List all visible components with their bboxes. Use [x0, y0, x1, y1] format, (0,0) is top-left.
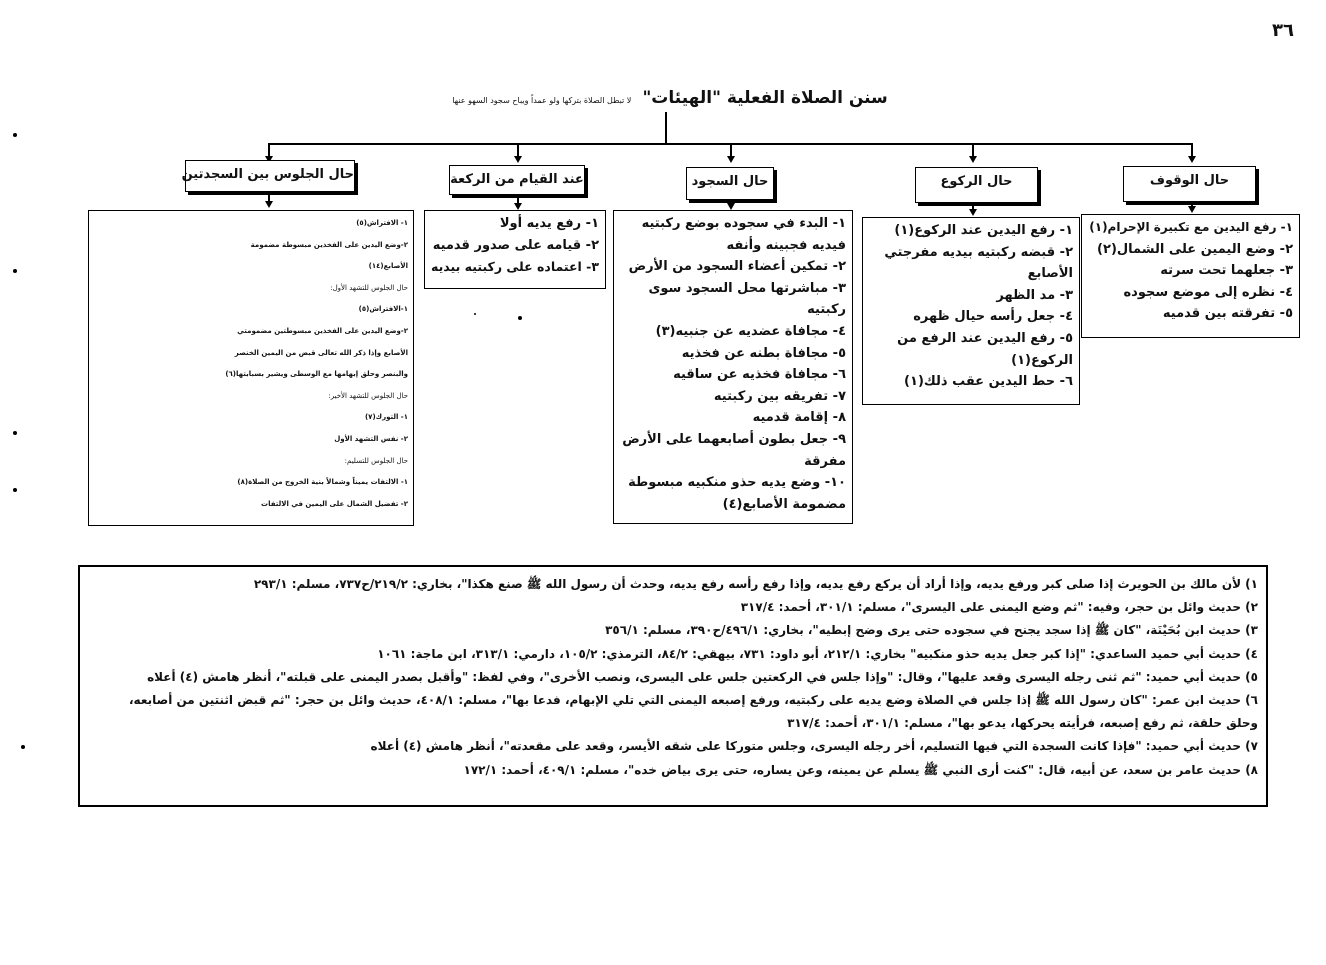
list-item: ٤- نظره إلى موضع سجوده [1123, 284, 1293, 300]
list-item: ١- رفع يديه أولا [499, 216, 599, 231]
list-item: ١- الالتفات يميناً وشمالاً بنية الخروج من الصلاة(٨) [237, 478, 408, 487]
subheading: حال الجلوس للتشهد الأول: [330, 283, 408, 292]
arrow-icon [514, 203, 522, 210]
list-item: الأصابع وإذا ذكر الله تعالى قبض من اليمين الخنصر [234, 348, 408, 357]
subheading: حال الجلوس للتشهد الأخير: [328, 391, 408, 400]
content-prostration [613, 210, 853, 524]
footnote: وحلق حلقة، ثم رفع إصبعه، فرأيته يحركها، يدعو بها"، مسلم: ٣٠١/١، أحمد: ٣١٧/٤ [787, 716, 1258, 731]
list-item: ١- البدء في سجوده بوضع ركبتيه [641, 216, 846, 231]
content-standing [1081, 214, 1300, 338]
content-bowing [862, 217, 1080, 405]
arrow-icon [1188, 206, 1196, 213]
list-item: فيديه فجبينه وأنفه [726, 237, 846, 253]
list-item: ٣- جعلهما تحت سرته [1160, 263, 1293, 279]
margin-mark [21, 745, 25, 749]
arrow-icon [1188, 156, 1196, 163]
footnote: ٦) حديث ابن عمر: "كان رسول الله ﷺ إذا جلس في الصلاة وضع يديه على ركبتيه، ورفع إصبعه اليمنى التي تلي الإبهام، فدعا بها"، مسلم: ٤٠٨/١، حديث وائل بن حجر: "ثم قبض اثنتين من أصابعه، [128, 693, 1258, 708]
list-item: ٨- إقامة قدميه [752, 410, 846, 426]
list-item: ٣- مباشرتها محل السجود سوى [648, 280, 846, 296]
list-item: ٦- حط اليدين عقب ذلك(١) [904, 374, 1073, 390]
list-item: ٢- تفضيل الشمال على اليمين في الالتفات [261, 499, 408, 508]
stray-mark [518, 316, 522, 320]
margin-mark [13, 133, 17, 137]
arrow-icon [727, 156, 735, 163]
trunk-line [665, 112, 667, 144]
header-rising: عند القيام من الركعة [449, 165, 585, 195]
list-item: ٤- مجافاة عضديه عن جنبيه(٣) [655, 323, 846, 339]
list-item: ركبتيه [807, 302, 846, 318]
list-item: ١- رفع اليدين مع تكبيرة الإحرام(١) [1089, 220, 1293, 234]
stray-mark [474, 313, 476, 315]
list-item: ٢- تمكين أعضاء السجود من الأرض [628, 259, 846, 275]
list-item: ٦- مجافاة فخذيه عن ساقيه [673, 367, 846, 383]
page-number: ٣٦ [1272, 20, 1294, 41]
list-item: مضمومة الأصابع(٤) [722, 496, 846, 512]
arrow-icon [514, 156, 522, 163]
footnote: ٤) حديث أبي حميد الساعدي: "إذا كبر جعل يديه حذو منكبيه" بخاري: ٢١٢/١، أبو داود: ٧٣١، بيهقي: ٨٤/٢، الترمذي: ١٠٥/٢، دارمي: ٣١٣/١، ابن ماجة: ١٠٦١ [377, 646, 1258, 661]
list-item: الركوع(١) [1011, 352, 1073, 368]
header-sitting: حال الجلوس بين السجدتين [185, 160, 355, 192]
list-item: الأصابع(١٤) [368, 262, 408, 271]
list-item: ٩- جعل بطون أصابعهما على الأرض [622, 431, 846, 447]
margin-mark [13, 431, 17, 435]
footnote: ٢) حديث وائل بن حجر، وفيه: "ثم وضع اليمنى على اليسرى"، مسلم: ٣٠١/١، أحمد: ٣١٧/٤ [740, 600, 1258, 615]
footnote: ٨) حديث عامر بن سعد، عن أبيه، قال: "كنت أرى النبي ﷺ يسلم عن يمينه، وعن يساره، حتى يرى بياض خده"، مسلم: ٤٠٩/١، أحمد: ١٧٢/١ [463, 762, 1258, 777]
list-item: ٥- مجافاة بطنه عن فخذيه [681, 345, 846, 361]
list-item: ٢-وضع اليدين على الفخذين مبسوطتين مضمومتي [237, 326, 408, 335]
list-item: ١- الافتراش(٥) [356, 219, 408, 227]
subheading: حال الجلوس للتسليم: [344, 456, 408, 465]
list-item: ٥- تفرقته بين قدميه [1162, 306, 1293, 322]
footnote: ١) لأن مالك بن الحويرث إذا صلى كبر ورفع يديه، وإذا أراد أن يركع رفع يديه، وإذا رفع رأسه رفع يديه، وحدث أن رسول الله ﷺ صنع هكذا"، بخاري: ٢١٩/٢/ح٧٣٧، مسلم: ٢٩٣/١ [253, 577, 1258, 591]
header-bowing: حال الركوع [915, 167, 1038, 203]
footnote: ٧) حديث أبي حميد: "فإذا كانت السجدة التي فيها التسليم، أخر رجله اليسرى، وجلس متوركا على شقه الأيسر، وقعد على مقعدته"، أنظر هامش (٤) أعلاه [370, 739, 1258, 754]
list-item: ١- رفع اليدين عند الركوع(١) [894, 223, 1073, 238]
list-item: والبنصر وحلق إبهامها مع الوسطى ويشير بسبابتها(٦) [225, 370, 408, 379]
list-item: ٢- نفس التشهد الأول [334, 434, 408, 443]
arrow-icon [265, 201, 273, 208]
arrow-icon [969, 156, 977, 163]
list-item: ٢- قيامه على صدور قدميه [432, 237, 599, 253]
header-standing: حال الوقوف [1123, 166, 1256, 202]
list-item: ١٠- وضع يديه حذو منكبيه مبسوطة [628, 475, 846, 491]
margin-mark [13, 488, 17, 492]
content-rising [424, 210, 606, 289]
title-note: لا تبطل الصلاة بتركها ولو عمداً ويباح سجود السهو عنها [452, 96, 632, 105]
list-item: ١- التورك(٧) [364, 413, 408, 422]
footnote: ٥) حديث أبي حميد: "ثم ثنى رجله اليسرى وقعد عليها"، وقال: "وإذا جلس في الركعتين جلس على اليسرى، ونصب الأخرى"، وفي لفظ: "وأقبل بصدر اليمنى على قبلته"، أنظر هامش (٤) أعلاه [147, 669, 1258, 684]
list-item: ٤- جعل رأسه حيال ظهره [913, 309, 1073, 325]
list-item: ٣- اعتماده على ركبتيه بيديه [431, 259, 599, 275]
list-item: ٧- تفريقه بين ركبتيه [713, 388, 846, 404]
arrow-icon [727, 203, 735, 210]
list-item: مفرقة [804, 453, 846, 469]
chart-title [430, 88, 910, 108]
list-item: ١-الافتراش(٥) [358, 305, 408, 314]
footnotes-box [78, 565, 1268, 807]
content-sitting [88, 210, 414, 526]
margin-mark [13, 269, 17, 273]
footnote: ٣) حديث ابن بُحَيْنَة، "كان ﷺ إذا سجد يجنح في سجوده حتى يرى وضح إبطيه"، بخاري: ٤٩٦/١/ح٣٩٠، مسلم: ٣٥٦/١ [605, 623, 1258, 638]
list-item: ٢- وضع اليمين على الشمال(٢) [1097, 241, 1293, 257]
list-item: الأصابع [1027, 266, 1073, 282]
title-main: سنن الصلاة الفعلية "الهيئات" [642, 88, 888, 108]
arrow-icon [969, 209, 977, 216]
header-prostration: حال السجود [686, 167, 774, 200]
list-item: ٢- قبضه ركبتيه بيديه مفرجتي [884, 244, 1073, 260]
list-item: ٢-وضع اليدين على الفخذين مبسوطة مضمومة [250, 240, 408, 249]
list-item: ٣- مد الظهر [996, 287, 1073, 303]
list-item: ٥- رفع اليدين عند الرفع من [897, 330, 1073, 346]
